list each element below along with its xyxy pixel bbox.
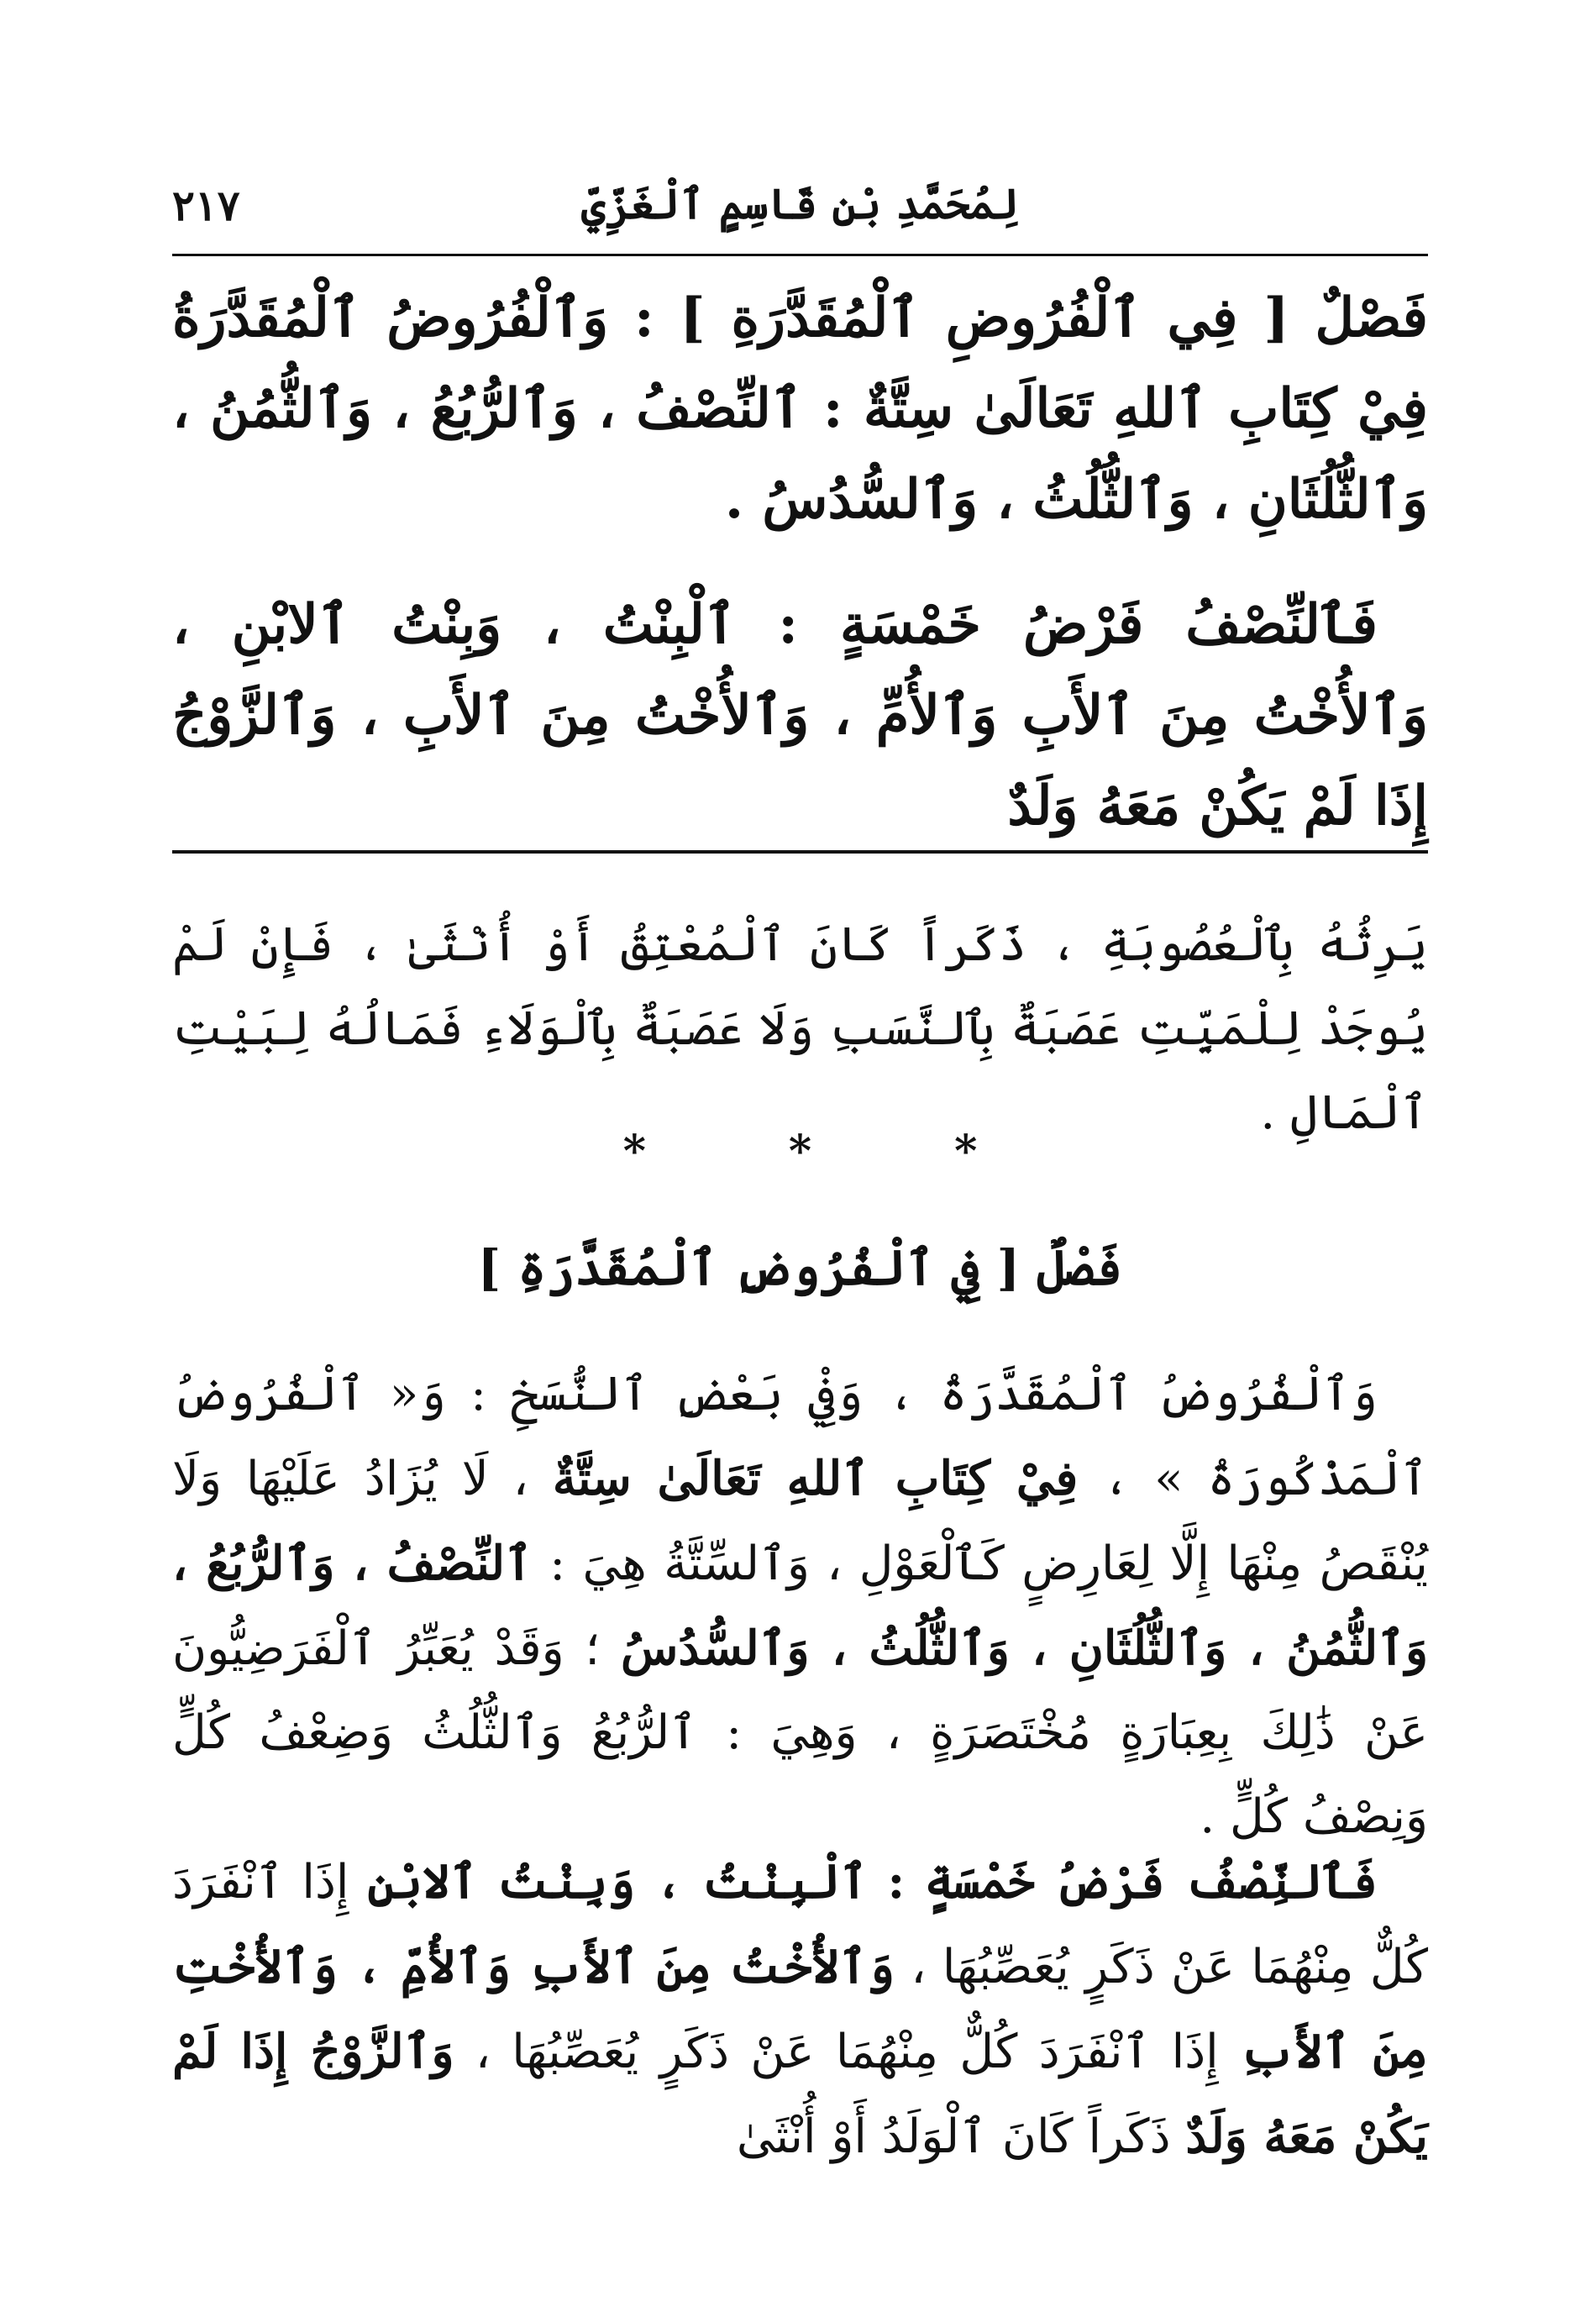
asterisk: * [788,1126,812,1177]
section-divider-asterisks [172,1126,1428,1193]
matn-quote: وَٱلزَّوْجُ إِذَا لَمْ يَكُنْ مَعَهُ وَلَدٌ [172,2024,1428,2164]
page-number: ٢١٧ [172,181,240,230]
sharh-text: وَٱلْفُرُوضُ ٱلْمُقَدَّرَةُ ، وَفِيْ بَعْضِ ٱلنُّسَخِ : وَ« ٱلْفُرُوضُ ٱلْمَذْكُورَةُ » ، [172,1367,1429,1506]
sharh-text: ذَكَراً كَانَ ٱلْوَلَدُ أَوْ أُنْثَىٰ [736,2109,1186,2164]
matn-text-1: : وَٱلْفُرُوضُ ٱلْمُقَدَّرَةُ فِيْ كِتَابِ ٱللهِ تَعَالَىٰ سِتَّةٌ : ٱلنِّصْفُ ، وَٱلرُّبُعُ ، وَٱلثُّمُنُ ، وَٱلثُّلُثَانِ ، وَٱلثُّلُثُ ، وَٱلسُّدُسُ . [172,286,1428,531]
running-title: لِمُحَمَّدِ بْنِ قَاسِمٍ ٱلْغَزِّيِّ [581,179,1019,229]
asterisk: * [622,1126,646,1177]
sharh-text: ؛ وَقَدْ يُعَبِّرُ ٱلْفَرَضِيُّونَ عَنْ ذَٰلِكَ بِعِبَارَةٍ مُخْتَصَرَةٍ ، وَهِيَ : ٱلرُّبُعُ وَٱلثُّلُثُ وَضِعْفُ كُلٍّ وَنِصْفُ كُلٍّ . [172,1621,1428,1844]
separator-rule [172,850,1428,854]
sharh-continuation: يَرِثُهُ بِٱلْعُصُوبَةِ ، ذَكَراً كَانَ ٱلْمُعْتِقُ أَوْ أُنْثَىٰ ، فَإِنْ لَمْ يُوجَدْ لِلْمَيِّتِ عَصَبَةٌ بِٱلنَّسَبِ وَلَا عَصَبَةٌ بِٱلْوَلَاءِ فَمَالُهُ لِبَيْتِ ٱلْمَالِ . [172,917,1428,1140]
sharh-text: ، لَا يُزَادُ عَلَيْهَا وَلَا يُنْقَصُ مِنْهَا إِلَّا لِعَارِضٍ كَٱلْعَوْلِ ، وَٱلسِّتَّةُ هِيَ : [172,1452,1428,1591]
asterisk: * [954,1126,978,1177]
sharh-section-heading: فَصْلٌ [ فِي ٱلْفُرُوضِ ٱلْمُقَدَّرَةِ ] [477,1239,1123,1296]
matn-quote: فَٱلنِّصْفُ فَرْضُ خَمْسَةٍ : ٱلْبِنْتُ ، وَبِنْتُ ٱلابْنِ [367,1854,1378,1910]
matn-quote: وَٱلأُخْتُ مِنَ ٱلأَبِ وَٱلأُمِّ ، وَٱلأُخْتِ مِنَ ٱلأَبِ [172,1939,1429,2079]
sharh-paragraph-1 [172,1353,1428,1859]
matn-paragraph-2: فَٱلنِّصْفُ فَرْضُ خَمْسَةٍ : ٱلْبِنْتُ ، وَبِنْتُ ٱلابْنِ ، وَٱلأُخْتُ مِنَ ٱلأَبِ وَٱلأُمِّ ، وَٱلأُخْتُ مِنَ ٱلأَبِ ، وَٱلزَّوْجُ إِذَا لَمْ يَكُنْ مَعَهُ وَلَدٌ [172,593,1428,838]
sharh-text: إِذَا ٱنْفَرَدَ كُلٌّ مِنْهُمَا عَنْ ذَكَرٍ يُعَصِّبُهَا ، [454,2025,1241,2079]
matn-quote: فِيْ كِتَابِ ٱللهِ تَعَالَىٰ سِتَّةٌ [552,1451,1079,1506]
matn-quote: ٱلنِّصْفُ ، وَٱلرُّبُعُ ، وَٱلثُّمُنُ ، وَٱلثُّلُثَانِ ، وَٱلثُّلُثُ ، وَٱلسُّدُسُ [172,1536,1428,1676]
header-rule [172,254,1428,256]
page-header [172,172,1428,252]
matn-paragraph-1 [172,273,1428,545]
matn-section-heading: فَصْلٌ [ فِي ٱلْفُرُوضِ ٱلْمُقَدَّرَةِ ] [680,286,1429,349]
sharh-text: إِذَا ٱنْفَرَدَ كُلٌّ مِنْهُمَا عَنْ ذَكَرٍ يُعَصِّبُهَا ، [172,1855,1428,1994]
sharh-paragraph-2 [172,1840,1428,2179]
